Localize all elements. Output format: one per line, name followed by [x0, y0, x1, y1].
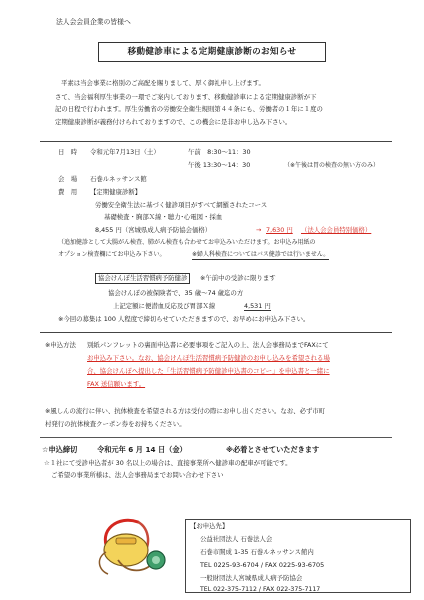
contact-tel-1: TEL 0225-93-6704 / FAX 0225-93-6705 — [200, 561, 325, 569]
fee-options-line-1: （追加健診として大腸がん検査、肺がん検査も合わせてお申込みいただけます。お申込み用紙の — [58, 239, 316, 246]
apply-label: ※申込方法 — [45, 341, 76, 349]
fee-member-price-note: （法人会会員特別価格） — [301, 226, 372, 234]
contact-address-1: 石巻市開成 1-35 石巻ルネッサンス館内 — [200, 548, 314, 556]
fee-options-line-2: オプション検査欄にてお申込み下さい。 — [58, 251, 166, 258]
venue-label: 会 場 — [58, 175, 78, 183]
contact-org-1: 公益社団法人 石巻法人会 — [200, 535, 273, 543]
apply-line-2: お申込み下さい。なお、協会けんぽ生活習慣病予防健診のお申し込みを希望される場 — [87, 354, 330, 362]
datetime-am: 午前 8:30～11：30 — [188, 148, 251, 156]
intro-line-4: 定期健康診断が義務付けられておりますので、この機会に是非お申し込み下さい。 — [55, 118, 292, 126]
contact-heading: 【お申込先】 — [190, 522, 229, 530]
kyokai-line-2: 上記定額に便潜血反応及び胃部Ｘ線 — [113, 302, 216, 310]
fee-regular-price: 8,455 円（宮城県成人病予防協会価格） — [95, 226, 212, 234]
addressee: 法人会会員企業の皆様へ — [56, 18, 131, 26]
intro-line-2: さて、当会福利厚生事業の一環でご案内しております、移動健診車による定期健康診断が下 — [55, 93, 317, 101]
footnote-line-1: ☆１社にて受診申込者が 30 名以上の場合は、直接事業所へ健診車の配車が可能です。 — [44, 459, 292, 467]
kyokai-label: 協会けんぽ生活習慣病予防健診 — [95, 273, 190, 284]
divider-middle — [40, 332, 392, 333]
kyokai-note: ※午前中の受診に限ります — [200, 274, 276, 282]
fee-arrow: → — [256, 226, 262, 234]
flu-line-2: 村発行の抗体検査クーポン券をお持ちください。 — [45, 420, 186, 428]
fee-description: 労働安全衛生法に基づく健診項目がすべて網羅されたコース — [95, 201, 268, 209]
fee-label: 費 用 — [58, 188, 78, 196]
deadline-date: 令和元年 6 月 14 日（金） — [97, 445, 187, 454]
apply-line-4: FAX 送信願います。 — [87, 380, 146, 388]
datetime-pm: 午後 13:30～14：30 — [188, 161, 251, 169]
fee-member-price: 7,630 円 — [266, 226, 293, 234]
contact-org-2: 一般財団法人宮城県成人病予防協会 — [200, 574, 303, 582]
flu-line-1: ※風しんの流行に伴い、抗体検査を希望される方は受付の際にお申し出ください。なお、必ず市町 — [45, 407, 326, 415]
stethoscope-illustration-icon — [88, 500, 178, 590]
kyokai-price: 4,531 円 — [244, 302, 271, 310]
fee-items: 基礎検査・胸部Ｘ線・聴力･心電図・採血 — [104, 213, 223, 221]
kyokai-limit: ※今回の募集は 100 人程度で締切らせていただきますので、お早めにお申込み下さい。 — [58, 315, 310, 323]
deadline-label: ☆申込締切 — [42, 445, 78, 454]
datetime-pm-note: （※午後は胃の検査の無い方のみ） — [284, 162, 380, 169]
divider-bottom — [40, 437, 392, 438]
venue-value: 石巻ルネッサンス館 — [90, 175, 147, 183]
fee-section-heading: 【定期健康診断】 — [90, 188, 142, 196]
contact-tel-2: TEL 022-375-7112 / FAX 022-375-7117 — [200, 586, 321, 593]
apply-line-3: 合、協会けんぽへ提出した「生活習慣病予防健診申込書のコピー」を申込書と一緒に — [87, 367, 330, 375]
apply-line-1: 別紙パンフレットの裏面申込書に必要事項をご記入の上、法人会事務局までFAXにて — [87, 341, 329, 349]
datetime-label: 日 時 — [58, 148, 78, 156]
intro-line-3: 記の日程で行われます。厚生労働省の労働安全衛生規則第４４条にも、労働者の１年に１度の — [55, 105, 323, 113]
kyokai-line-1: 協会けんぽの被保険者で、35 歳～74 歳迄の方 — [108, 289, 244, 297]
footnote-line-2: ご希望の事業所様は、法人会事務局までお問い合わせ下さい — [51, 471, 224, 479]
fee-options-note: ※婦人科検査についてはバス健診では行いません。 — [192, 251, 330, 258]
deadline-note: ※必着とさせていただきます — [226, 445, 320, 454]
datetime-date: 令和元年7月13日（土） — [90, 148, 160, 156]
page-title: 移動健診車による定期健康診断のお知らせ — [98, 42, 326, 62]
intro-line-1: 平素は当会事業に格別のご高配を賜りまして、厚く御礼申し上げます。 — [61, 79, 265, 87]
divider-top — [40, 141, 392, 142]
